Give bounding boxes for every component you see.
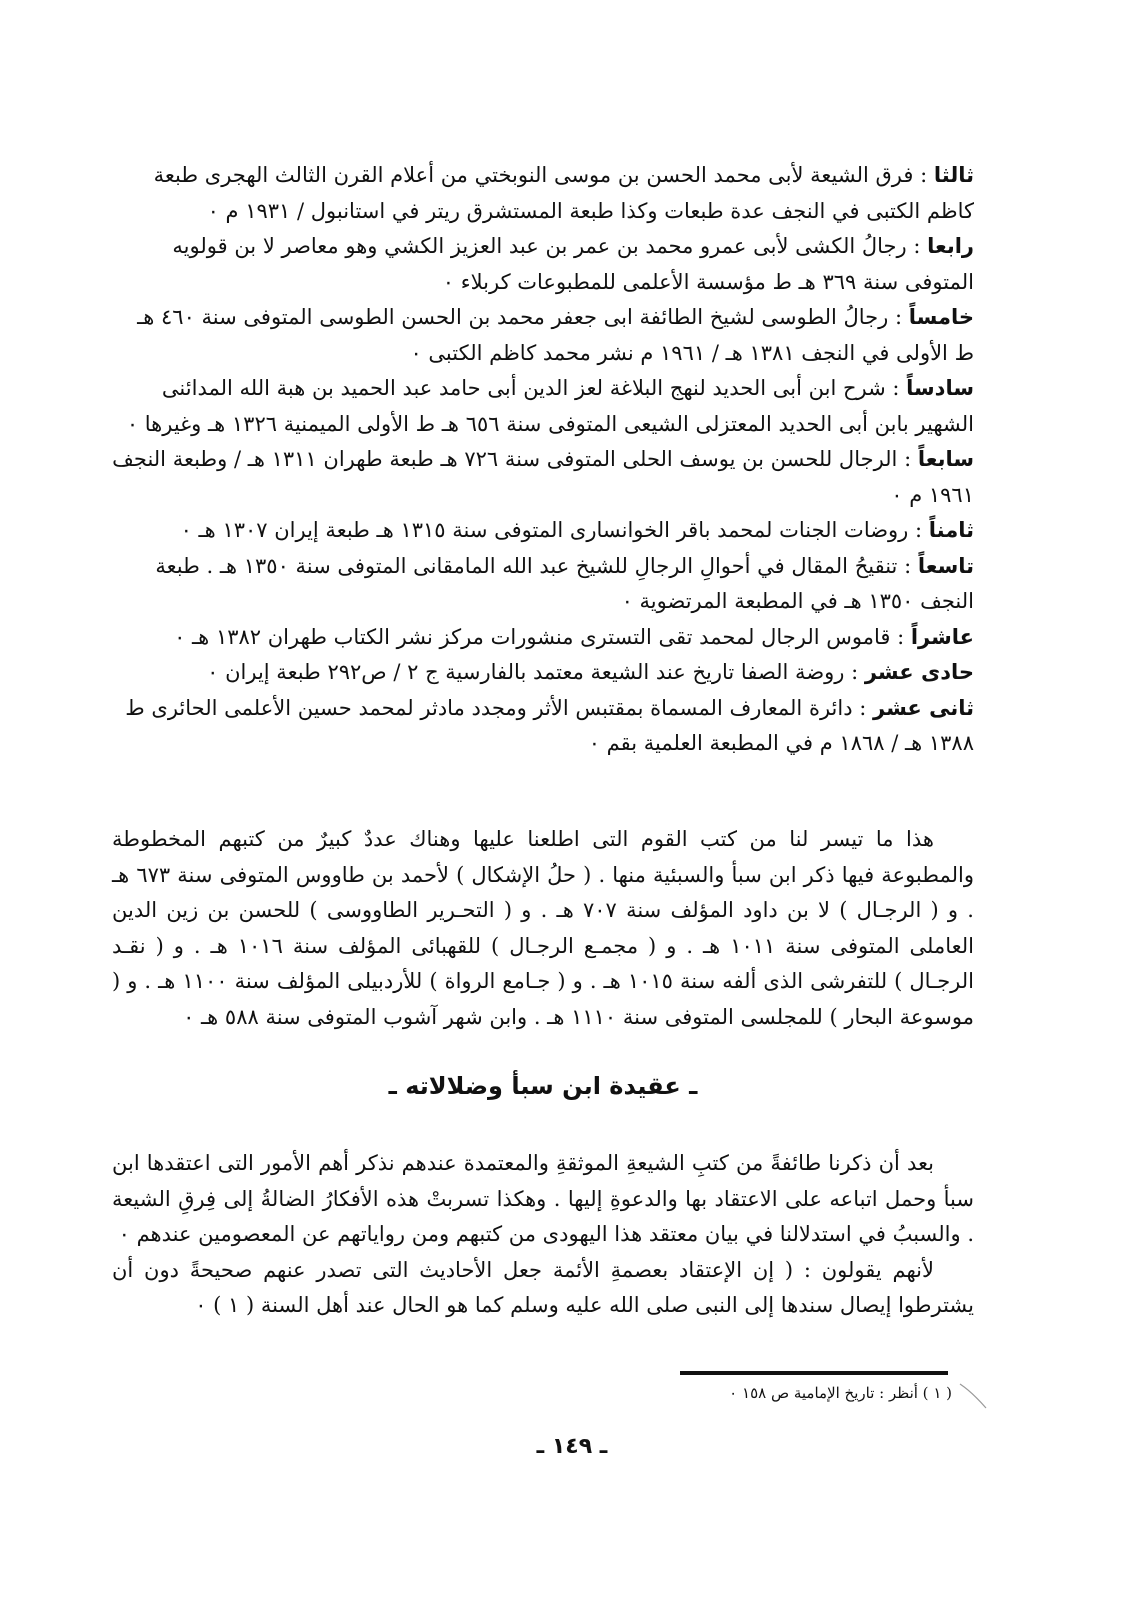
page-number: ـ ١٤٩ ـ xyxy=(536,1434,608,1459)
reference-label: ثانى عشر xyxy=(873,695,974,720)
reference-text: : قاموس الرجال لمحمد تقى التسترى منشورات مركز نشر الكتاب طهران ١٣٨٢ هـ ٠ xyxy=(174,624,911,649)
summary-paragraph-block xyxy=(112,822,974,1035)
reference-text: : روضة الصفا تاريخ عند الشيعة معتمد بالفارسية ج ٢ / ص٢٩٢ طبعة إيران ٠ xyxy=(207,660,865,684)
reference-item xyxy=(112,158,974,229)
reference-text: : الرجال للحسن بن يوسف الحلى المتوفى سنة ٧٢٦ هـ طبعة طهران ١٣١١ هـ / وطبعة النجف ١٩٦١ م ٠ xyxy=(112,447,974,507)
reference-label: تاسعاً xyxy=(917,553,974,578)
reference-text: : روضات الجنات لمحمد باقر الخوانسارى المتوفى سنة ١٣١٥ هـ طبعة إيران ١٣٠٧ هـ ٠ xyxy=(180,518,929,542)
reference-label: سادساً xyxy=(906,376,974,400)
reference-label: ثامناً xyxy=(928,518,974,542)
main-text xyxy=(112,1146,974,1324)
reference-label: رابعا xyxy=(927,234,974,258)
reference-item xyxy=(112,549,974,620)
reference-text: : رجالُ الكشى لأبى عمرو محمد بن عمر بن عبد العزيز الكشي وهو معاصر لا بن قولويه المتوفى سنة ٣٦٩ هـ ط مؤسسة الأعلمى للمطبوعات كربلاء ٠ xyxy=(172,234,974,294)
reference-item xyxy=(112,371,974,442)
reference-item xyxy=(112,655,974,691)
reference-text: : رجالُ الطوسى لشيخ الطائفة ابى جعفر محمد بن الحسن الطوسى المتوفى سنة ٤٦٠ هـ ط الأولى في النجف ١٣٨١ هـ / ١٩٦١ م نشر محمد كاظم الكتبى ٠ xyxy=(137,305,974,365)
reference-label: حادى عشر xyxy=(864,660,974,684)
reference-label: عاشراً xyxy=(910,624,974,649)
reference-text: : تنقيحُ المقال في أحوالِ الرجالِ للشيخ عبد الله المامقانى المتوفى سنة ١٣٥٠ هـ . طبعة النجف ١٣٥٠ هـ في المطبعة المرتضوية ٠ xyxy=(155,553,974,613)
footnote-divider xyxy=(680,1371,948,1375)
reference-text: : شرح ابن أبى الحديد لنهج البلاغة لعز الدين أبى حامد عبد الحميد بن هبة الله المدائنى الشهير بابن أبى الحديد المعتزلى الشيعى المتوفى سنة ٦٥٦ هـ ط الأولى الميمنية ١٣٢٦ هـ وغيرها ٠ xyxy=(126,376,974,436)
page-edge-mark xyxy=(958,1380,990,1412)
references-list xyxy=(112,158,974,762)
reference-item xyxy=(112,513,974,549)
section-heading: ـ عقيدة ابن سبأ وضلالاته ـ xyxy=(388,1072,698,1100)
reference-label: سابعاً xyxy=(917,447,974,471)
summary-paragraph: هذا ما تيسر لنا من كتب القوم التى اطلعنا عليها وهناك عددٌ كبيرٌ من كتبهم المخطوطة والمطبوعة فيها ذكر ابن سبأ والسبئية منها . ( حلُ الإشكال ) لأحمد بن طاووس المتوفى سنة ٦٧٣ هـ . و ( الرجـال ) لا بن داود المؤلف سنة ٧٠٧ هـ . و ( التحـرير الطاووسى ) للحسن بن زين الدين العاملى المتوفى سنة ١٠١١ هـ . و ( مجمـع الرجـال ) للقهبائى المؤلف سنة ١٠١٦ هـ . و ( نقـد الرجـال ) للتفرشى الذى ألفه سنة ١٠١٥ هـ . و ( جـامع الرواة ) للأردبيلى المؤلف سنة ١١٠٠ هـ . و ( موسوعة البحار ) للمجلسى المتوفى سنة ١١١٠ هـ . وابن شهر آشوب المتوفى سنة ٥٨٨ هـ ٠ xyxy=(112,827,974,1029)
reference-item xyxy=(112,300,974,371)
reference-text: : فرق الشيعة لأبى محمد الحسن بن موسى النوبختي من أعلام القرن الثالث الهجرى طبعة كاظم الكتبى في النجف عدة طبعات وكذا طبعة المستشرق ريتر في استانبول / ١٩٣١ م ٠ xyxy=(153,163,974,223)
reference-label: ثالثا xyxy=(933,163,974,187)
footnote: ( ١ ) أنظر : تاريخ الإمامية ص ١٥٨ ٠ xyxy=(729,1384,952,1402)
reference-item xyxy=(112,229,974,300)
reference-text: : دائرة المعارف المسماة بمقتبس الأثر ومجدد مادثر لمحمد حسين الأعلمى الحائرى ط ١٣٨٨ هـ / ١٨٦٨ م في المطبعة العلمية بقم ٠ xyxy=(125,695,974,755)
main-paragraph: لأنهم يقولون : ( إن الإعتقاد بعصمةِ الأئمة جعل الأحاديث التى تصدر عنهم صحيحةً دون أن يشترطوا إيصال سندها إلى النبى صلى الله عليه وسلم كما هو الحال عند أهل السنة ( ١ ) ٠ xyxy=(112,1257,974,1317)
reference-item xyxy=(112,442,974,513)
reference-item xyxy=(112,691,974,762)
reference-item xyxy=(112,620,974,656)
reference-label: خامساً xyxy=(908,305,974,329)
main-paragraph: بعد أن ذكرنا طائفةً من كتبِ الشيعةِ الموثقةِ والمعتمدة عندهم نذكر أهم الأمور التى اعتقدها ابن سبأ وحمل اتباعه على الاعتقاد بها والدعوةِ إليها . وهكذا تسربتْ هذه الأفكارُ الضالةُ إلى فِرقِ الشيعة . والسببُ في استدلالنا في بيان معتقد هذا اليهودى من كتبهم ومن رواياتهم عن المعصومين عندهم ٠ xyxy=(112,1151,974,1246)
